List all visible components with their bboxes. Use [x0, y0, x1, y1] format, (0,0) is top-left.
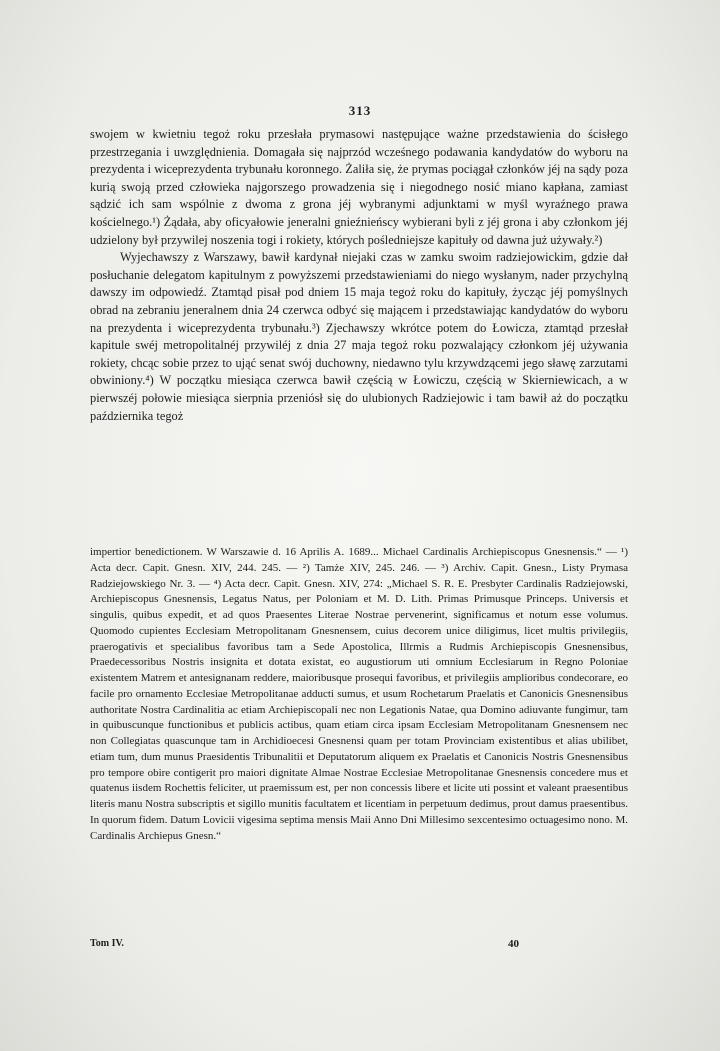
- paragraph-1: swojem w kwietniu tegoż roku przesłała prymasowi następujące ważne przedstawienia do ścisłego przestrzegania i uwzględnienia. Domagała się najprzód wcześnego podawania kandydatów do wyboru na prezydenta i wiceprezydenta trybunału koronnego. Żaliła się, że prymas pociągał członków jéj na sądy poza kurią swoją przed człowieka najgorszego prowadzenia się i niegodnego nosić miano kapłana, zamiast sądzić ich sam wspólnie z dwoma z grona jéj wybranymi adjunktami w myśl wyraźnego prawa kościelnego.¹) Żądała, aby oficyałowie jeneralni gnieźnieńscy wybierani byli z jéj grona i aby członkom jéj udzielony był przywilej noszenia togi i rokiety, których pośledniejsze kapituły od dawna już używały.²): [90, 127, 628, 247]
- paragraph-2: Wyjechawszy z Warszawy, bawił kardynał niejaki czas w zamku swoim radziejowickim, gdzie dał posłuchanie delegatom kapitulnym z powyższemi przedstawieniami do niego wysłanym, nader przychylną dawszy im odpowiedź. Ztamtąd pisał pod dniem 15 maja tegoż roku do kapituły, życząc jéj pomyślnych obrad na zebraniu jeneralnem dnia 24 czerwca odbyć się mającem i przedstawiając kandydatów do wyboru na prezydenta i wiceprezydenta trybunału.³) Zjechawszy wkrótce potem do Łowicza, ztamtąd przesłał kapitule swéj metropolitalnéj przywiléj z dnia 27 maja tegoż roku pozwalający członkom jéj używania rokiety, chcąc sobie przez to ująć senat swój duchowny, niedawno tylu krzywdzącemi jego sławę zarzutami obwiniony.⁴) W początku miesiąca czerwca bawił częścią w Łowiczu, częścią w Skierniewicach, a w pierwszéj połowie miesiąca sierpnia przeniósł się do ulubionych Radziejowic i tam bawił aż do początku października tegoż: [90, 250, 628, 423]
- page-number: 313: [348, 103, 372, 118]
- page-footer: [90, 938, 628, 956]
- sheet-number: 40: [508, 938, 519, 950]
- footnote-text: impertior benedictionem. W Warszawie d. 16 Aprilis A. 1689... Michael Cardinalis Archiepiscopus Gnesnensis.“ — ¹) Acta decr. Capit. Gnesn. XIV, 244. 245. — ²) Tamże XIV, 245. 246. — ³) Archiv. Capit. Gnesn., Listy Prymasa Radziejowskiego Nr. 3. — ⁴) Acta decr. Capit. Gnesn. XIV, 274: „Michael S. R. E. Presbyter Cardinalis Radziejowski, Archiepiscopus Gnesnensis, Legatus Natus, per Poloniam et M. D. Lith. Primas Primusque Princeps. Universis et singulis, quibus expedit, et ad quos Praesentes Literae Nostrae pervenerint, significamus et notum esse volumus. Quomodo cupientes Ecclesiam Metropolitanam Gnesnensem, cuius decorem unice diligimus, licet multis privilegiis, praerogativis et specialibus favoribus tam a Sede Apostolica, Illrmis a Rudmis Archiepiscopis Gnesnensibus, Praedecessoribus Nostris insignita et dotata existat, eo augustiorum uti omnium Ecclesiarum in Regno Poloniae existentem Matrem et antesignanam reddere, maioribusque prosequi favoribus, et privilegiis amplioribus condecorare, eo facile pro ornamento Ecclesiae Metropolitanae adducti sumus, et usum Rochetarum Praelatis et Canonicis Gnesnensibus authoritate Nostra Cardinalitia ac etiam Archiepiscopali nec non Legationis Natae, qua Domino adiuvante fungimur, tam in quibuscunque functionibus et publicis actibus, quam etiam circa ipsam Ecclesiam Metropolitanam Gnesnensem nec non Collegiatas quascunque tam in Archidioecesi Gnesnensi quam per totam Provinciam existentibus et alias ubilibet, etiam tum, dum munus Praesidentis Tribunalitii et Deputatorum aliquem ex Praelatis et Canonicis Nostris Gnesnensibus pro tempore obire contigerit pro maiori dignitate Almae Nostrae Ecclesiae Metropolitanae Gnesnensis concedere mus et quatenus iisdem Rochettis feliciter, ut praemissum est, per non concessis libere et licite uti possint et valeant praesentibus literis manu Nostra subscriptis et sigillo munitis facultatem et licentiam in perpetuum dedimus, prout damus praesentibus. In quorum fidem. Datum Lovicii vigesima septima mensis Maii Anno Dni Millesimo sexcentesimo octuagesimo nono. M. Cardinalis Archiepus Gnesn.“: [90, 546, 628, 842]
- main-text: [90, 126, 628, 425]
- volume-label: Tom IV.: [90, 938, 124, 949]
- footnotes: [90, 545, 628, 844]
